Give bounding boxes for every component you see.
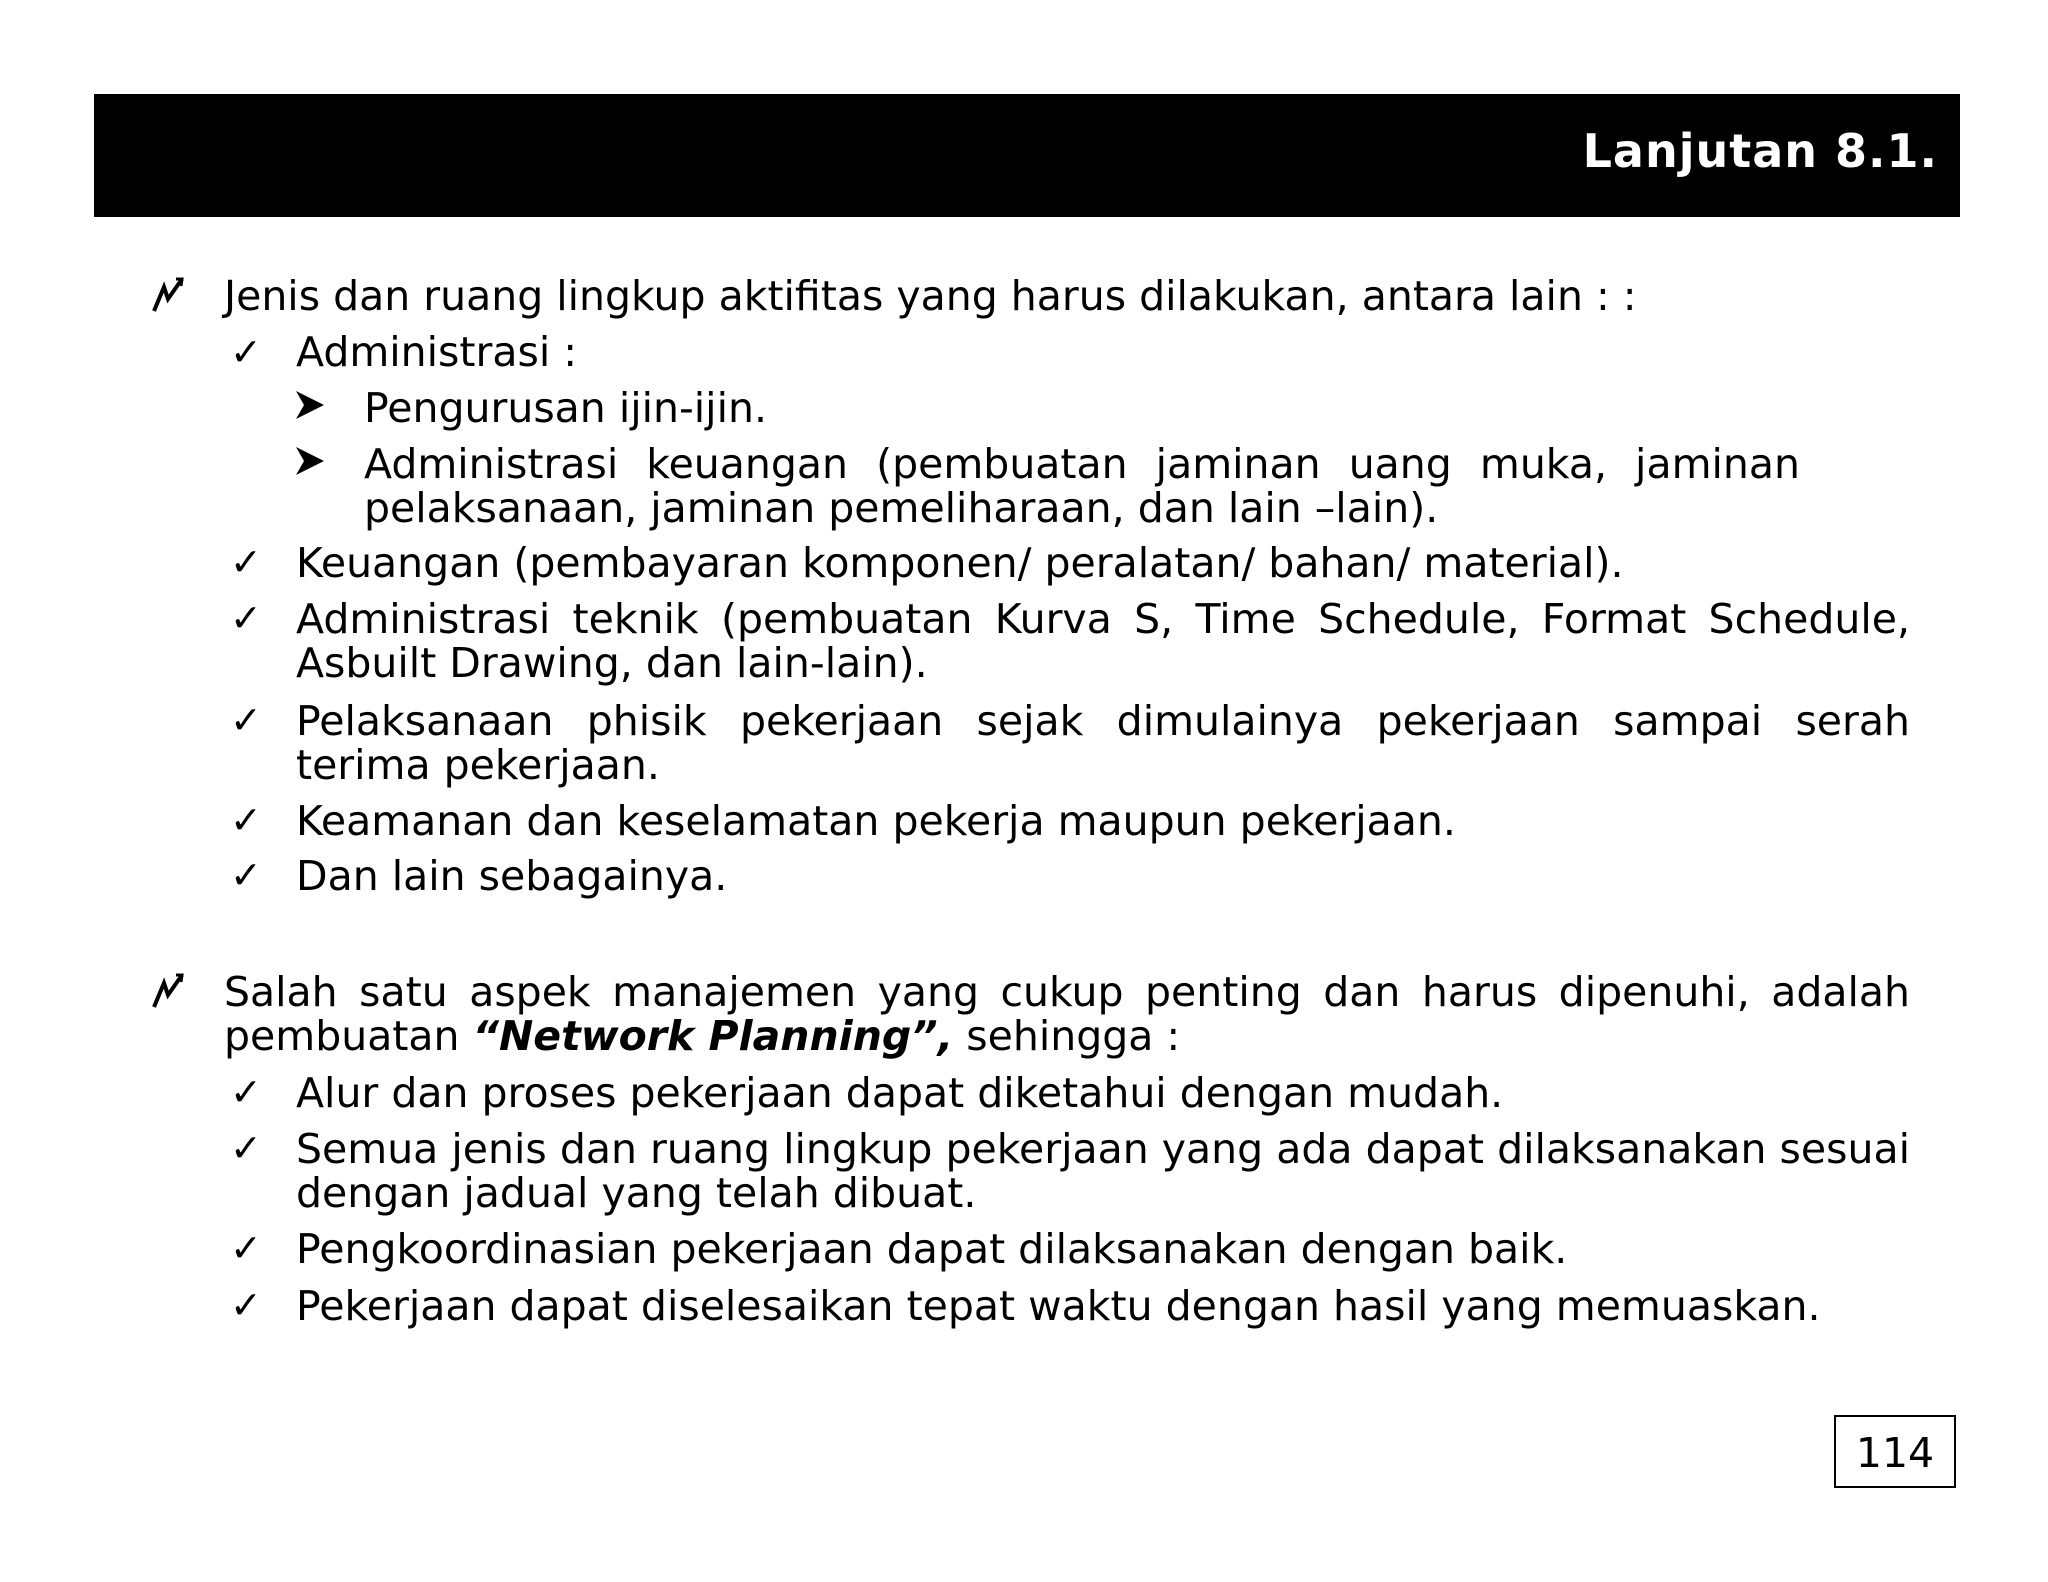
list-item-administrasi: Administrasi : bbox=[296, 328, 578, 376]
list-item-pengkoordinasian: Pengkoordinasian pekerjaan dapat dilaksanakan dengan baik. bbox=[296, 1225, 1568, 1273]
check-icon: ✓ bbox=[230, 698, 262, 742]
check-icon: ✓ bbox=[230, 1226, 262, 1270]
list-item-pekerjaan-selesai: Pekerjaan dapat diselesaikan tepat waktu dengan hasil yang memuaskan. bbox=[296, 1282, 1821, 1330]
check-icon: ✓ bbox=[230, 798, 262, 842]
check-icon: ✓ bbox=[230, 596, 262, 640]
check-icon: ✓ bbox=[230, 1126, 262, 1170]
lightning-bullet-icon bbox=[150, 275, 186, 315]
check-icon: ✓ bbox=[230, 853, 262, 897]
check-icon: ✓ bbox=[230, 330, 262, 374]
header-bar bbox=[94, 94, 1960, 217]
check-icon: ✓ bbox=[230, 1070, 262, 1114]
slide-title: Lanjutan 8.1. bbox=[1582, 124, 1938, 178]
list-item-administrasi-teknik: Administrasi teknik (pembuatan Kurva S, Time Schedule, Format Schedule, Asbuilt Drawing, dan lain-lain). bbox=[296, 595, 1910, 687]
sub-item-pengurusan: Pengurusan ijin-ijin. bbox=[364, 384, 767, 432]
section-2-intro bbox=[224, 970, 1910, 1058]
check-icon: ✓ bbox=[230, 1283, 262, 1327]
arrow-bullet-icon bbox=[294, 441, 326, 481]
check-icon: ✓ bbox=[230, 540, 262, 584]
list-item-alur: Alur dan proses pekerjaan dapat diketahui dengan mudah. bbox=[296, 1069, 1504, 1117]
page-number: 114 bbox=[1855, 1429, 1935, 1477]
section-2-intro-text: Salah satu aspek manajemen yang cukup penting dan harus dipenuhi, adalah pembuatan bbox=[224, 968, 1910, 1060]
list-item-keuangan: Keuangan (pembayaran komponen/ peralatan/ bahan/ material). bbox=[296, 539, 1624, 587]
list-item-keamanan: Keamanan dan keselamatan pekerja maupun pekerjaan. bbox=[296, 797, 1456, 845]
lightning-bullet-icon bbox=[150, 971, 186, 1011]
section-1-intro: Jenis dan ruang lingkup aktifitas yang harus dilakukan, antara lain : : bbox=[224, 272, 1637, 320]
sub-item-administrasi-keuangan: Administrasi keuangan (pembuatan jaminan uang muka, jaminan pelaksanaan, jaminan pemeliharaan, dan lain –lain). bbox=[364, 440, 1800, 532]
list-item-pelaksanaan: Pelaksanaan phisik pekerjaan sejak dimulainya pekerjaan sampai serah terima pekerjaan. bbox=[296, 697, 1910, 789]
page-number-box bbox=[1834, 1415, 1956, 1488]
list-item-semua-jenis: Semua jenis dan ruang lingkup pekerjaan yang ada dapat dilaksanakan sesuai dengan jadual yang telah dibuat. bbox=[296, 1125, 1910, 1217]
arrow-bullet-icon bbox=[294, 385, 326, 425]
list-item-dan-lain: Dan lain sebagainya. bbox=[296, 852, 728, 900]
section-2-intro-tail: sehingga : bbox=[966, 1012, 1181, 1060]
network-planning-emphasis: “Network Planning”, bbox=[472, 1012, 954, 1060]
